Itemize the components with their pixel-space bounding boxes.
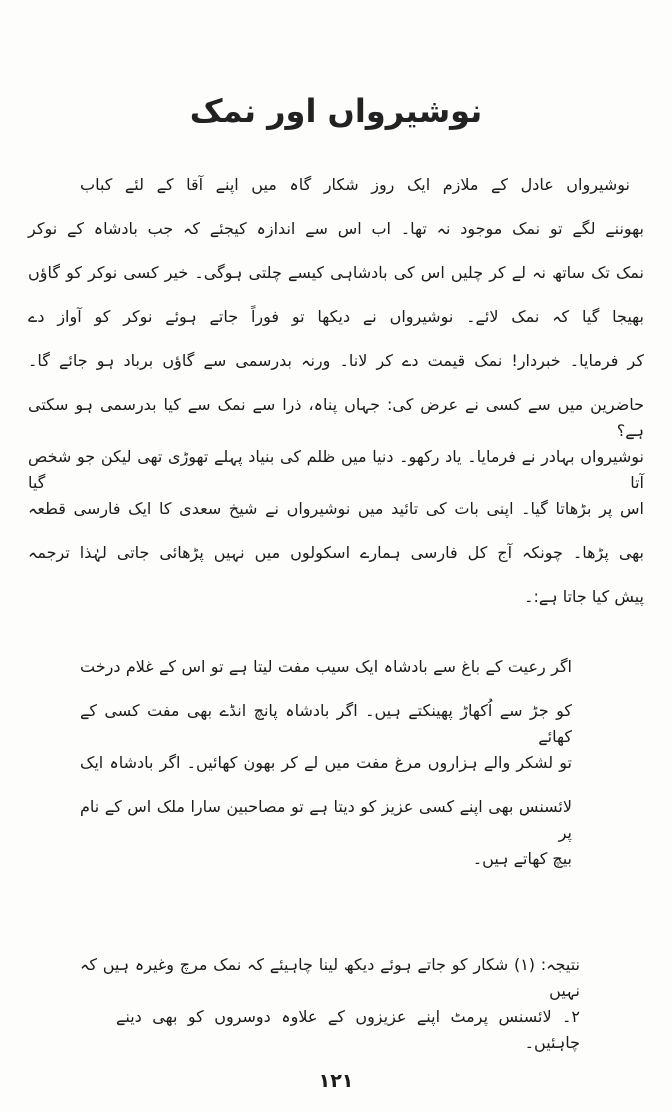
quote-line: اگر رعیت کے باغ سے بادشاہ ایک سیب مفت لیتا ہے تو اس کے غلام درخت xyxy=(80,657,572,676)
body-line: نوشیرواں بہادر نے فرمایا۔ یاد رکھو۔ دنیا میں ظلم کی بنیاد پہلے تھوڑی تھی لیکن جو شخص آتا گیا xyxy=(28,447,644,492)
conclusion-line: نتیجہ: (۱) شکار کو جاتے ہوئے دیکھ لینا چاہیئے کہ نمک مرچ وغیرہ ہیں کہ نہیں xyxy=(80,955,580,1000)
body-line: پیش کیا جاتا ہے:۔ xyxy=(524,587,644,606)
page-number: ۱۲۱ xyxy=(318,1070,354,1092)
quote-line: تو لشکر والے ہزاروں مرغ مفت میں لے کر بھون کھائیں۔ اگر بادشاہ ایک xyxy=(80,753,572,772)
body-line: بھی پڑھا۔ چونکہ آج کل فارسی ہمارے اسکولوں میں نہیں پڑھائی جاتی لہٰذا ترجمہ xyxy=(28,543,644,562)
page-title: نوشیرواں اور نمک xyxy=(189,92,483,130)
body-line: بھیجا گیا کہ نمک لائے۔ نوشیرواں نے دیکھا تو فوراً جاتے ہوئے نوکر کو آواز دے xyxy=(28,307,644,326)
body-line: اس پر بڑھاتا گیا۔ اپنی بات کی تائید میں نوشیرواں نے شیخ سعدی کا ایک فارسی قطعہ xyxy=(28,499,644,518)
spacer xyxy=(28,628,644,654)
body-line: کر فرمایا۔ خبردار! نمک قیمت دے کر لانا۔ ورنہ بدرسمی سے گاؤں برباد ہو جائے گا۔ xyxy=(28,351,644,370)
body-line: نوشیرواں عادل کے ملازم ایک روز شکار گاہ میں اپنے آقا کے لئے کباب xyxy=(80,175,630,194)
body-line: حاضرین میں سے کسی نے عرض کی: جہاں پناہ، ذرا سے نمک سے کیا بدرسمی ہو سکتی ہے؟ xyxy=(28,395,644,440)
spacer xyxy=(28,890,644,952)
quote-line: لائسنس بھی اپنے کسی عزیز کو دیتا ہے تو مصاحبین سارا ملک اس کے نام پر xyxy=(80,797,572,842)
quote-line: بیچ کھاتے ہیں۔ xyxy=(472,849,572,868)
conclusion-line: ۲۔ لائسنس پرمٹ اپنے عزیزوں کے علاوہ دوسروں کو بھی دینے چاہئیں۔ xyxy=(116,1007,580,1052)
body-line: بھوننے لگے تو نمک موجود نہ تھا۔ اب اس سے اندازہ کیجئے کہ جب بادشاہ کے نوکر xyxy=(28,219,644,238)
quote-line: کو جڑ سے اُکھاڑ پھینکتے ہیں۔ اگر بادشاہ پانچ انڈے بھی مفت کسی کے کھائے xyxy=(80,701,572,746)
body-line: نمک تک ساتھ نہ لے کر چلیں اس کی بادشاہی کیسے چلتی ہوگی۔ خیر کسی نوکر کو گاؤں xyxy=(28,263,644,282)
